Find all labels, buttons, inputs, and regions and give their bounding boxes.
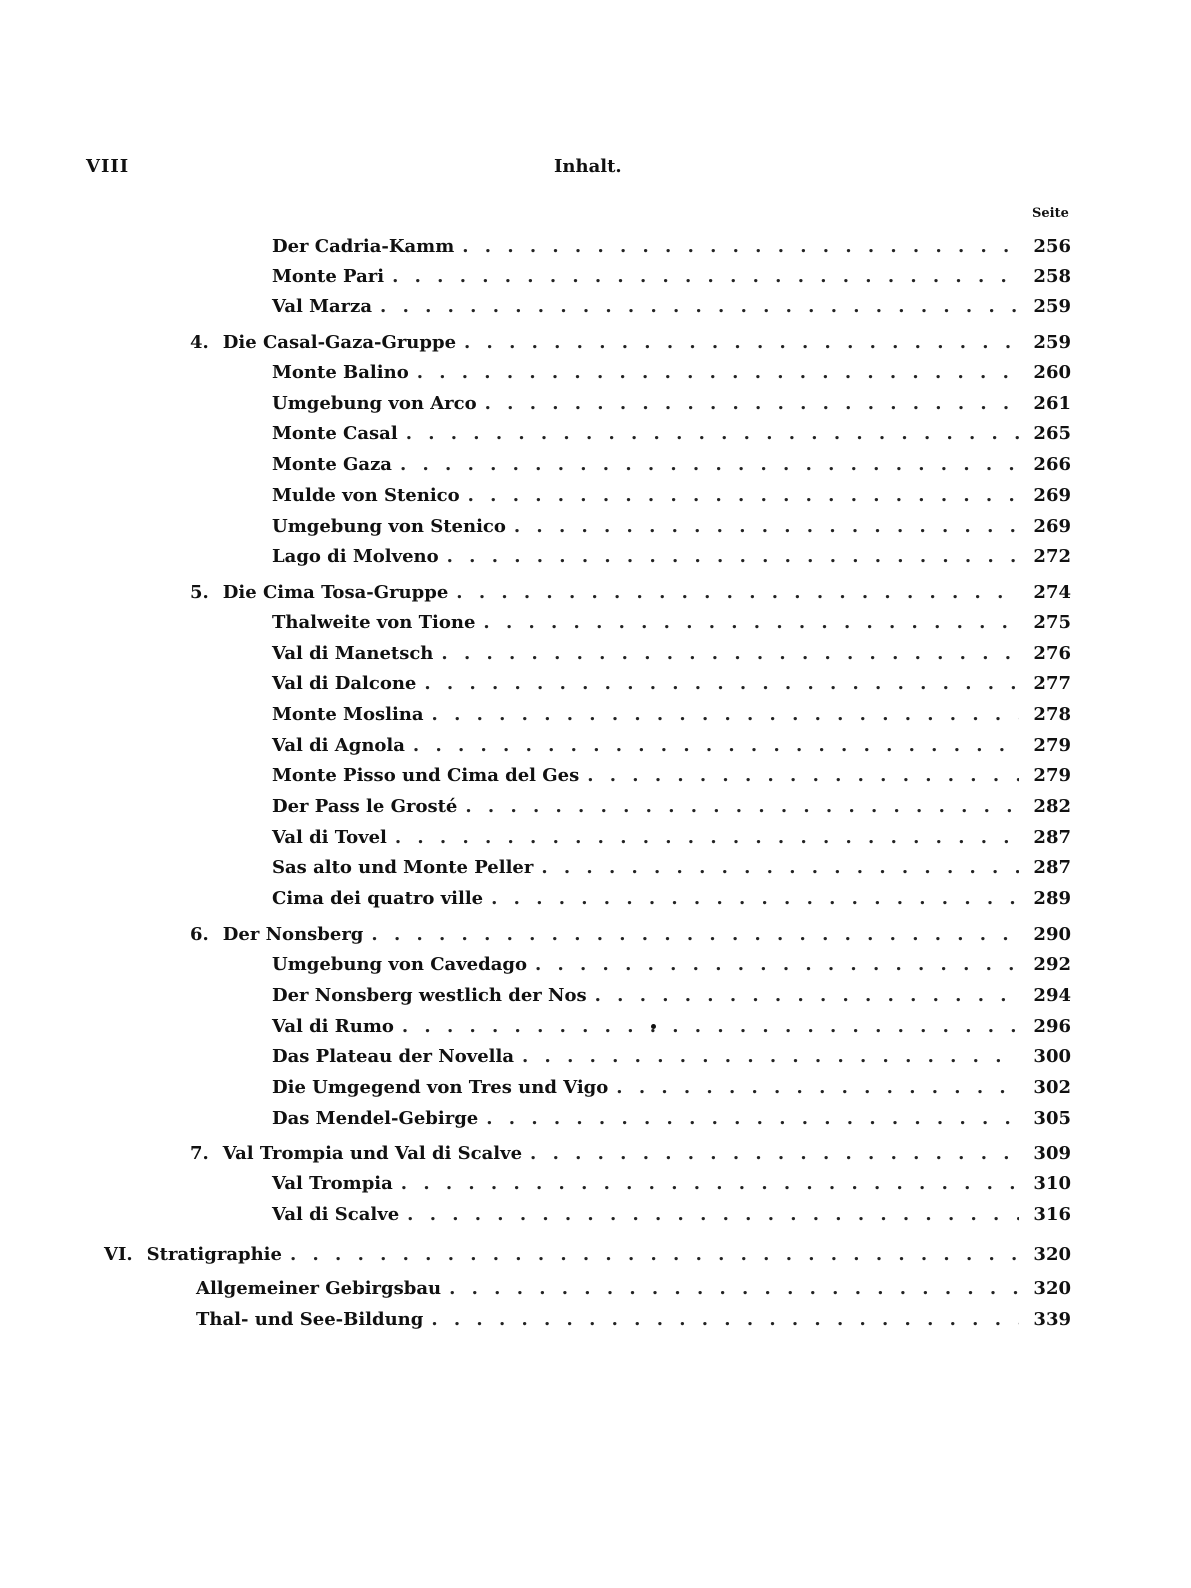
toc-entry: [272, 516, 1071, 542]
toc-entry: [272, 1016, 1071, 1042]
dot-leader: [407, 1204, 1019, 1225]
toc-entry-page: 278: [1033, 704, 1071, 725]
toc-entry-number: 7.: [190, 1143, 209, 1164]
dot-leader: [424, 673, 1019, 694]
toc-entry-page: 305: [1033, 1108, 1071, 1129]
toc-entry-page: 292: [1033, 954, 1071, 975]
toc-entry: [272, 454, 1071, 480]
toc-entry-title: Val di Tovel: [272, 827, 387, 848]
toc-entry-number: 4.: [190, 332, 209, 353]
toc-entry-page: 275: [1033, 612, 1071, 633]
dot-leader: [406, 423, 1019, 444]
dot-leader: [456, 582, 1019, 603]
toc-entry-title: Die Cima Tosa-Gruppe: [222, 582, 449, 603]
toc-entry: [272, 546, 1071, 572]
toc-entry-title: Monte Casal: [272, 423, 398, 444]
toc-entry-title: Umgebung von Arco: [272, 393, 477, 414]
toc-entry-page: 259: [1033, 296, 1071, 317]
toc-entry: [272, 796, 1071, 822]
dot-leader: [522, 1046, 1019, 1067]
toc-entry: [272, 1108, 1071, 1134]
toc-entry: [196, 1278, 1071, 1304]
toc-entry-title: Lago di Molveno: [272, 546, 439, 567]
toc-entry: [272, 612, 1071, 638]
dot-leader: [491, 888, 1019, 909]
toc-entry-title: Monte Moslina: [272, 704, 424, 725]
toc-section-entry: [190, 1143, 1071, 1169]
toc-entry-page: 260: [1033, 362, 1071, 383]
dot-leader: [464, 332, 1019, 353]
dot-leader: [413, 735, 1019, 756]
toc-entry-title: Monte Gaza: [272, 454, 392, 475]
toc-entry: [272, 1046, 1071, 1072]
dot-leader: [290, 1244, 1019, 1265]
toc-entry-title: Monte Pari: [272, 266, 385, 287]
toc-entry-page: 276: [1033, 643, 1071, 664]
dot-leader: [616, 1077, 1019, 1098]
toc-entry: [272, 857, 1071, 883]
toc-entry-page: 269: [1033, 485, 1071, 506]
dot-leader: [465, 796, 1019, 817]
toc-entry-number: 6.: [190, 924, 209, 945]
toc-entry-page: 277: [1033, 673, 1071, 694]
toc-entry: [272, 362, 1071, 388]
toc-entry-title: Cima dei quatro ville: [272, 888, 484, 909]
toc-entry-page: 302: [1033, 1077, 1071, 1098]
toc-entry-title: Val Trompia und Val di Scalve: [222, 1143, 523, 1164]
toc-entry: [272, 985, 1071, 1011]
toc-entry-page: 289: [1033, 888, 1071, 909]
dot-leader: [587, 765, 1019, 786]
toc-entry-page: 282: [1033, 796, 1071, 817]
toc-entry-page: 279: [1033, 765, 1071, 786]
dot-leader: [541, 857, 1019, 878]
toc-entry: [272, 765, 1071, 791]
toc-entry-title: Val Trompia: [272, 1173, 393, 1194]
toc-entry-number: VI.: [104, 1244, 133, 1265]
dot-leader: [530, 1143, 1019, 1164]
toc-entry: [272, 266, 1071, 292]
toc-entry: [272, 236, 1071, 262]
dot-leader: [535, 954, 1019, 975]
toc-entry: [272, 423, 1071, 449]
dot-leader: [432, 704, 1019, 725]
toc-entry: [272, 735, 1071, 761]
toc-entry-page: 320: [1033, 1244, 1071, 1265]
toc-entry-title: Umgebung von Cavedago: [272, 954, 527, 975]
toc-entry-title: Monte Pisso und Cima del Ges: [272, 765, 580, 786]
toc-entry-title: Der Pass le Grosté: [272, 796, 458, 817]
toc-entry-page: 259: [1033, 332, 1071, 353]
toc-entry-page: 287: [1033, 827, 1071, 848]
dot-leader: [392, 266, 1019, 287]
toc-entry-page: 294: [1033, 985, 1071, 1006]
toc-entry: [272, 888, 1071, 914]
toc-entry-title: Thalweite von Tione: [272, 612, 476, 633]
toc-entry-title: Der Nonsberg: [222, 924, 364, 945]
toc-section-entry: [190, 332, 1071, 358]
dot-leader: [485, 393, 1019, 414]
dot-leader: [395, 827, 1019, 848]
toc-entry-page: 296: [1033, 1016, 1071, 1037]
toc-entry-page: 266: [1033, 454, 1071, 475]
toc-entry-title: Thal- und See-Bildung: [196, 1309, 424, 1330]
dot-leader: [402, 1016, 1019, 1037]
toc-entry-page: 279: [1033, 735, 1071, 756]
dot-leader: [483, 612, 1019, 633]
toc-entry-page: 256: [1033, 236, 1071, 257]
toc-entry-title: Der Cadria-Kamm: [272, 236, 455, 257]
toc-entry-title: Der Nonsberg westlich der Nos: [272, 985, 587, 1006]
toc-entry-page: 269: [1033, 516, 1071, 537]
toc-section-entry: [190, 582, 1071, 608]
toc-entry-page: 258: [1033, 266, 1071, 287]
dot-leader: [595, 985, 1019, 1006]
toc-entry: [196, 1309, 1071, 1335]
toc-entry-title: Umgebung von Stenico: [272, 516, 506, 537]
ink-speck: [651, 1024, 656, 1029]
toc-entry-title: Val di Manetsch: [272, 643, 434, 664]
page-column-label: Seite: [1032, 206, 1069, 221]
toc-entry: [272, 954, 1071, 980]
toc-entry-page: 339: [1033, 1309, 1071, 1330]
toc-entry-title: Val Marza: [272, 296, 373, 317]
page-folio: VIII: [86, 156, 130, 177]
toc-entry-page: 265: [1033, 423, 1071, 444]
toc-entry: [272, 393, 1071, 419]
toc-entry-page: 290: [1033, 924, 1071, 945]
toc-entry: [272, 485, 1071, 511]
dot-leader: [468, 485, 1019, 506]
dot-leader: [431, 1309, 1019, 1330]
dot-leader: [417, 362, 1019, 383]
dot-leader: [449, 1278, 1019, 1299]
dot-leader: [400, 454, 1019, 475]
toc-entry-title: Val di Agnola: [272, 735, 405, 756]
dot-leader: [447, 546, 1019, 567]
dot-leader: [514, 516, 1019, 537]
toc-entry: [272, 643, 1071, 669]
page-title: Inhalt.: [554, 156, 622, 177]
toc-entry-title: Die Umgegend von Tres und Vigo: [272, 1077, 609, 1098]
toc-entry-title: Val di Scalve: [272, 1204, 400, 1225]
toc-entry: [272, 673, 1071, 699]
dot-leader: [401, 1173, 1019, 1194]
toc-entry-title: Sas alto und Monte Peller: [272, 857, 534, 878]
toc-entry: [272, 1204, 1071, 1230]
toc-entry-page: 287: [1033, 857, 1071, 878]
dot-leader: [486, 1108, 1019, 1129]
dot-leader: [371, 924, 1019, 945]
toc-entry: [272, 1077, 1071, 1103]
toc-entry-page: 310: [1033, 1173, 1071, 1194]
toc-entry-page: 274: [1033, 582, 1071, 603]
toc-section-entry: [190, 924, 1071, 950]
toc-part-entry: [104, 1244, 1071, 1270]
toc-entry-page: 320: [1033, 1278, 1071, 1299]
toc-entry-title: Das Mendel-Gebirge: [272, 1108, 479, 1129]
toc-entry: [272, 704, 1071, 730]
toc-entry: [272, 827, 1071, 853]
dot-leader: [441, 643, 1019, 664]
dot-leader: [462, 236, 1019, 257]
toc-entry-title: Das Plateau der Novella: [272, 1046, 514, 1067]
toc-entry-page: 300: [1033, 1046, 1071, 1067]
dot-leader: [380, 296, 1019, 317]
toc-entry-title: Monte Balino: [272, 362, 409, 383]
toc-entry-title: Mulde von Stenico: [272, 485, 460, 506]
toc-entry-page: 309: [1033, 1143, 1071, 1164]
toc-entry-title: Die Casal-Gaza-Gruppe: [222, 332, 457, 353]
toc-entry-page: 316: [1033, 1204, 1071, 1225]
toc-entry-title: Val di Dalcone: [272, 673, 417, 694]
toc-entry-page: 272: [1033, 546, 1071, 567]
toc-entry-title: Stratigraphie: [146, 1244, 282, 1265]
toc-entry: [272, 296, 1071, 322]
toc-entry: [272, 1173, 1071, 1199]
toc-entry-title: Allgemeiner Gebirgsbau: [196, 1278, 442, 1299]
toc-entry-title: Val di Rumo: [272, 1016, 394, 1037]
toc-entry-page: 261: [1033, 393, 1071, 414]
toc-entry-number: 5.: [190, 582, 209, 603]
